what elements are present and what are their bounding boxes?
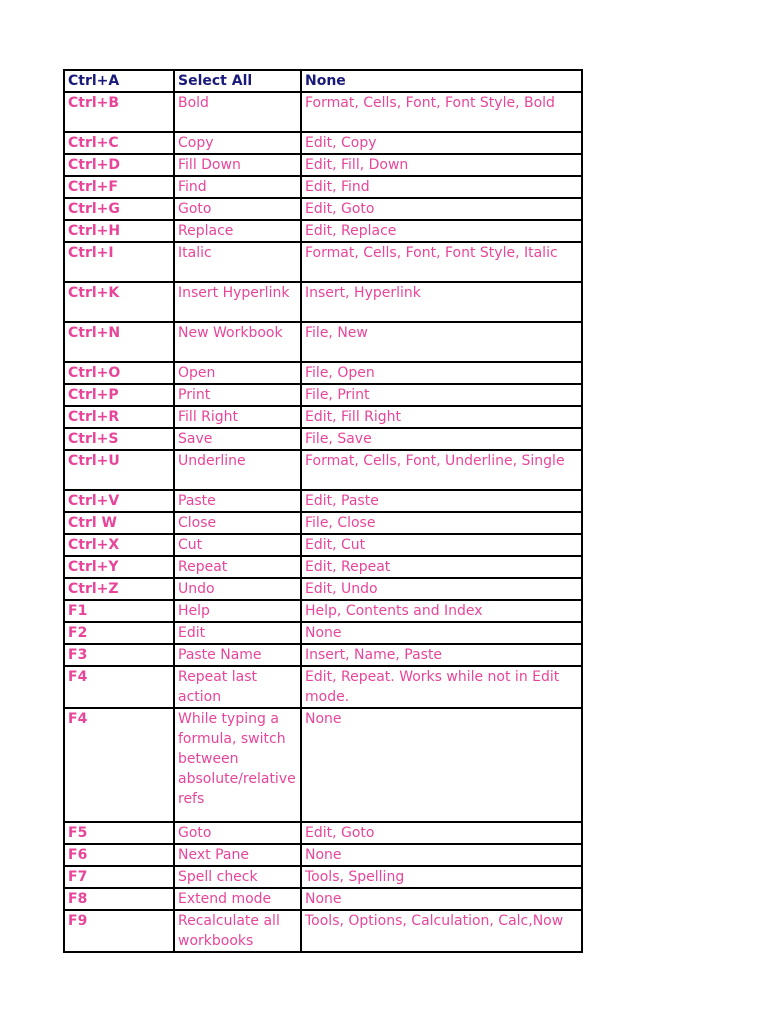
header-row [64, 70, 582, 92]
menu-path-cell: File, Close [301, 512, 582, 534]
shortcut-key-cell: F9 [64, 910, 174, 952]
table-row [64, 666, 582, 708]
shortcut-key-cell: F6 [64, 844, 174, 866]
command-cell: Underline [174, 450, 301, 490]
command-cell: Recalculate all workbooks [174, 910, 301, 952]
table-row [64, 490, 582, 512]
table-row [64, 220, 582, 242]
shortcut-key-cell: Ctrl+I [64, 242, 174, 282]
table-row [64, 176, 582, 198]
shortcut-key-cell: Ctrl+R [64, 406, 174, 428]
menu-path-cell: Format, Cells, Font, Font Style, Italic [301, 242, 582, 282]
menu-path-cell: Edit, Fill, Down [301, 154, 582, 176]
menu-path-cell: None [301, 888, 582, 910]
shortcut-key-cell: Ctrl+A [64, 70, 174, 92]
table-row [64, 242, 582, 282]
shortcut-key-cell: Ctrl+O [64, 362, 174, 384]
menu-path-cell: Edit, Cut [301, 534, 582, 556]
table-row [64, 384, 582, 406]
shortcut-key-cell: Ctrl+S [64, 428, 174, 450]
shortcut-key-cell: Ctrl+B [64, 92, 174, 132]
menu-path-cell: Help, Contents and Index [301, 600, 582, 622]
table-row [64, 428, 582, 450]
table-row [64, 556, 582, 578]
shortcut-key-cell: F5 [64, 822, 174, 844]
menu-path-cell: File, New [301, 322, 582, 362]
menu-path-cell: None [301, 844, 582, 866]
menu-path-cell: None [301, 70, 582, 92]
table-row [64, 844, 582, 866]
shortcut-key-cell: Ctrl+H [64, 220, 174, 242]
menu-path-cell: Format, Cells, Font, Font Style, Bold [301, 92, 582, 132]
command-cell: Repeat last action [174, 666, 301, 708]
command-cell: Extend mode [174, 888, 301, 910]
command-cell: Paste [174, 490, 301, 512]
shortcut-table [63, 69, 583, 953]
table-row [64, 708, 582, 822]
command-cell: New Workbook [174, 322, 301, 362]
table-row [64, 644, 582, 666]
shortcut-key-cell: Ctrl+U [64, 450, 174, 490]
table-row [64, 512, 582, 534]
command-cell: Italic [174, 242, 301, 282]
shortcut-key-cell: Ctrl+X [64, 534, 174, 556]
shortcut-key-cell: Ctrl+P [64, 384, 174, 406]
command-cell: Print [174, 384, 301, 406]
command-cell: Open [174, 362, 301, 384]
command-cell: Save [174, 428, 301, 450]
command-cell: Next Pane [174, 844, 301, 866]
table-row [64, 866, 582, 888]
command-cell: Paste Name [174, 644, 301, 666]
command-cell: Select All [174, 70, 301, 92]
command-cell: Fill Right [174, 406, 301, 428]
shortcut-key-cell: Ctrl+F [64, 176, 174, 198]
menu-path-cell: None [301, 622, 582, 644]
menu-path-cell: Edit, Undo [301, 578, 582, 600]
command-cell: Copy [174, 132, 301, 154]
menu-path-cell: Edit, Goto [301, 822, 582, 844]
menu-path-cell: File, Open [301, 362, 582, 384]
shortcut-key-cell: Ctrl+Z [64, 578, 174, 600]
table-row [64, 622, 582, 644]
table-row [64, 92, 582, 132]
menu-path-cell: Edit, Paste [301, 490, 582, 512]
menu-path-cell: File, Save [301, 428, 582, 450]
menu-path-cell: Insert, Name, Paste [301, 644, 582, 666]
shortcut-key-cell: Ctrl+Y [64, 556, 174, 578]
shortcut-table-body [64, 70, 582, 952]
command-cell: Repeat [174, 556, 301, 578]
shortcut-key-cell: Ctrl W [64, 512, 174, 534]
shortcut-key-cell: F8 [64, 888, 174, 910]
table-row [64, 888, 582, 910]
table-row [64, 322, 582, 362]
table-row [64, 406, 582, 428]
menu-path-cell: None [301, 708, 582, 822]
shortcut-key-cell: F4 [64, 666, 174, 708]
command-cell: Goto [174, 198, 301, 220]
table-row [64, 578, 582, 600]
shortcut-key-cell: F1 [64, 600, 174, 622]
command-cell: Bold [174, 92, 301, 132]
menu-path-cell: Edit, Repeat. Works while not in Edit mode. [301, 666, 582, 708]
table-row [64, 362, 582, 384]
menu-path-cell: Insert, Hyperlink [301, 282, 582, 322]
table-row [64, 910, 582, 952]
command-cell: Spell check [174, 866, 301, 888]
menu-path-cell: Edit, Find [301, 176, 582, 198]
shortcut-key-cell: Ctrl+V [64, 490, 174, 512]
table-row [64, 534, 582, 556]
table-row [64, 822, 582, 844]
menu-path-cell: Edit, Replace [301, 220, 582, 242]
command-cell: Replace [174, 220, 301, 242]
shortcut-key-cell: F2 [64, 622, 174, 644]
command-cell: Fill Down [174, 154, 301, 176]
table-row [64, 154, 582, 176]
shortcut-key-cell: F4 [64, 708, 174, 822]
shortcut-key-cell: Ctrl+K [64, 282, 174, 322]
menu-path-cell: Format, Cells, Font, Underline, Single [301, 450, 582, 490]
table-row [64, 450, 582, 490]
command-cell: Find [174, 176, 301, 198]
shortcut-key-cell: Ctrl+G [64, 198, 174, 220]
menu-path-cell: File, Print [301, 384, 582, 406]
menu-path-cell: Edit, Copy [301, 132, 582, 154]
menu-path-cell: Tools, Spelling [301, 866, 582, 888]
menu-path-cell: Edit, Fill Right [301, 406, 582, 428]
table-row [64, 132, 582, 154]
table-row [64, 282, 582, 322]
command-cell: While typing a formula, switch between absolute/relative refs [174, 708, 301, 822]
command-cell: Close [174, 512, 301, 534]
command-cell: Help [174, 600, 301, 622]
menu-path-cell: Edit, Goto [301, 198, 582, 220]
command-cell: Edit [174, 622, 301, 644]
command-cell: Undo [174, 578, 301, 600]
command-cell: Cut [174, 534, 301, 556]
menu-path-cell: Tools, Options, Calculation, Calc,Now [301, 910, 582, 952]
table-row [64, 198, 582, 220]
table-row [64, 600, 582, 622]
shortcut-key-cell: F7 [64, 866, 174, 888]
shortcut-key-cell: Ctrl+C [64, 132, 174, 154]
menu-path-cell: Edit, Repeat [301, 556, 582, 578]
shortcut-key-cell: Ctrl+D [64, 154, 174, 176]
shortcut-key-cell: Ctrl+N [64, 322, 174, 362]
shortcut-key-cell: F3 [64, 644, 174, 666]
command-cell: Goto [174, 822, 301, 844]
command-cell: Insert Hyperlink [174, 282, 301, 322]
